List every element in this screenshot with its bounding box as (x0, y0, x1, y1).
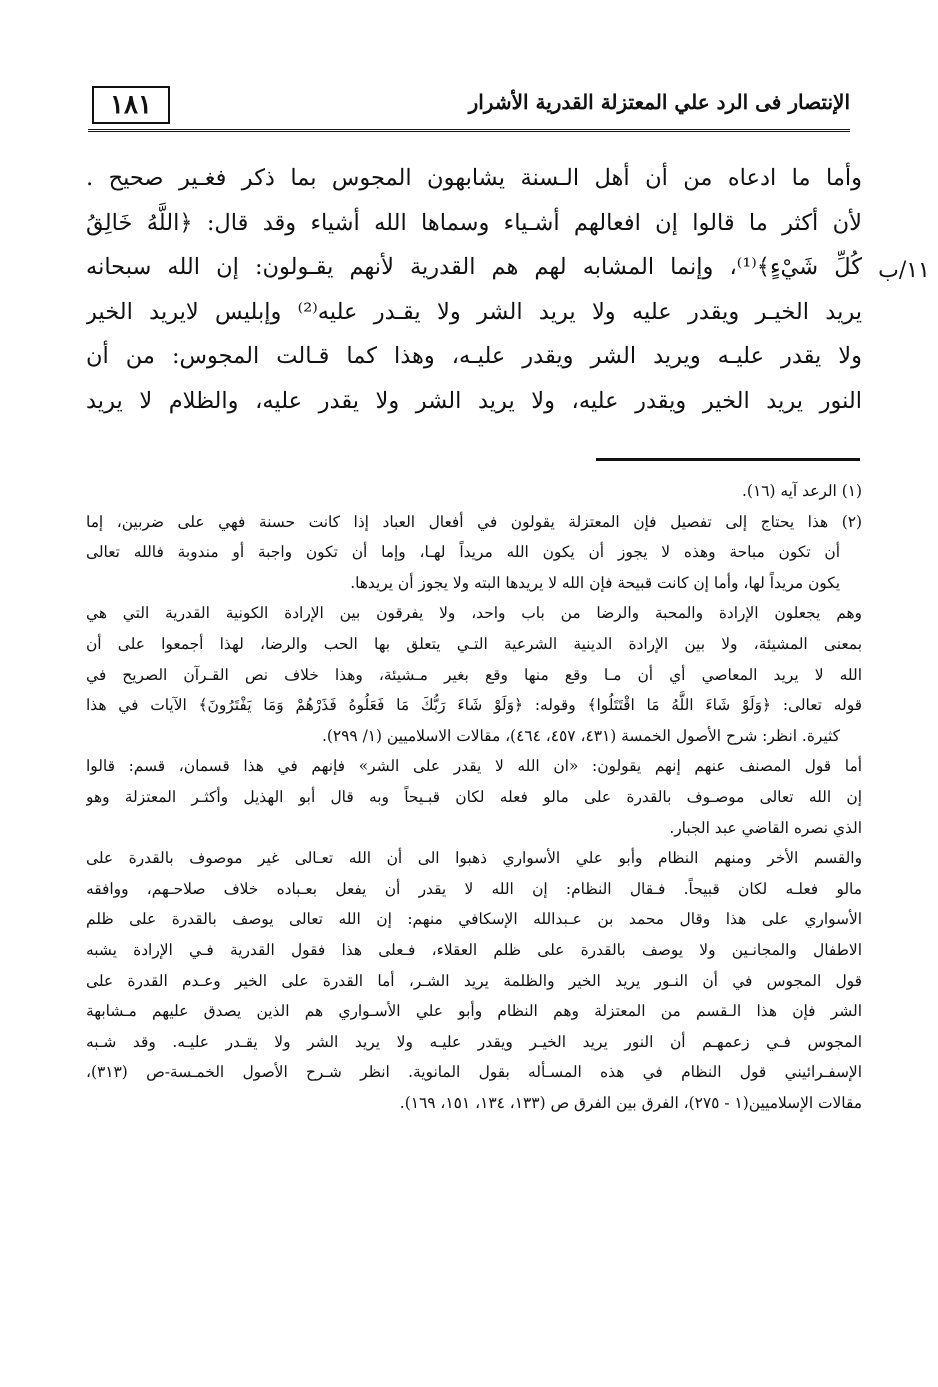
footnote-2-line: بمعنى المشيئة، ولا بين الإرادة الدينية الشرعية التـي يتعلق بها الحب والرضا، لهذا أجمعوا على أن (86, 634, 862, 653)
footnote-2-line: الأسواري على هذا وقال محمد بن عـبدالله الإسكافي منهم: إن الله تعالى يوصف بالقدرة على ظلم (86, 910, 862, 929)
main-line: النور يريد الخير ويقدر عليه، ولا يريد الشر ولا يقدر عليه، والظلام لا يريد (86, 387, 862, 414)
footnote-2-line: أن تكون مباحة وهذه لا يجوز أن يكون الله مريداً لهـا، وإما أن تكون واجبة أو مندوبة فالله تعالى (86, 543, 840, 562)
footnote-2-line: الاطفال والمجانـين ولا يوصف بالقدرة على ظلم العقلاء، فـعلى هذا فقول القدرية فـي الإرادة يشبه (86, 940, 862, 959)
footnotes (86, 476, 862, 1118)
footnote-2-line: الذي نصره القاضي عبد الجبار. (669, 818, 862, 837)
footnote-2-line: أما قول المصنف عنهم إنهم يقولون: «ان الله لا يقدر على الشر» فإنهم في هذا قسمان، قسم: قالوا (86, 757, 862, 776)
footnote-2-line: يكون مريداً لها، وأما إن كانت قبيحة فإن الله لا يريدها البته ولا يجوز أن يريدها. (350, 573, 840, 592)
footnote-2-line: مقالات الإسلاميين(١ - ٢٧٥)، الفرق بين الفرق ص (١٣٣، ١٣٤، ١٥١، ١٦٩). (399, 1093, 862, 1112)
page-number: ١٨١ (92, 86, 170, 124)
running-title: الإنتصار فى الرد علي المعتزلة القدرية الأشرار (468, 90, 850, 114)
header-rule (88, 129, 850, 132)
footnote-2-line: المجوس فـي زعمهـم أن النور يريد الخيـر ويقدر عليـه ولا يريد الشر ولا يقـدر عليـه. وقد شـبه (86, 1032, 862, 1051)
main-text (86, 156, 862, 424)
footnote-2-line: وهم يجعلون الإرادة والمحبة والرضا من باب واحد، ولا يفرقون بين الإرادة الكونية القدرية التي هي (86, 604, 862, 623)
footnote-2-line: (٢) هذا يحتاج إلى تفصيل فإن المعتزلة يقولون في أفعال العباد إذا كانت حسنة فهي على ضربين، إما (86, 512, 862, 531)
footnote-2-line: والقسم الأخر ومنهم النظام وأبو علي الأسواري ذهبوا الى أن الله تعـالى غير موصوف بالقدرة على (86, 849, 862, 868)
main-line: وأما ما ادعاه من أن أهل الـسنة يشابهون المجوس بما ذكر فغـير صحيح . (86, 165, 862, 191)
footnote-2-line: قول المجوس في أن النـور يريد الخير والظلمة يريد الشـر، أما القدرة على الخير وعـدم القدرة على (86, 971, 862, 990)
main-line: ولا يقدر عليـه ويريد الشر ويقدر عليـه، وهذا كما قـالت المجوس: من أن (86, 343, 862, 370)
page-header (88, 78, 850, 132)
footnote-2-line: الإسفـرائيني قول النظام في هذه المسـأله بقول المانوية. انظر شـرح الأصول الخمـسة-ص (٣١٣)، (86, 1063, 862, 1082)
margin-folio-note: ١١/ب (878, 258, 930, 283)
main-line: لأن أكثر ما قالوا إن افعالهم أشـياء وسماها الله أشياء وقد قال: ﴿اللَّهُ خَالِقُ (86, 209, 862, 236)
footnote-separator (596, 458, 860, 461)
footnote-2-line: كثيرة. انظر: شرح الأصول الخمسة (٤٣١، ٤٥٧، ٤٦٤)، مقالات الاسلاميين (١/ ٢٩٩). (321, 726, 840, 745)
footnote-1: (١) الرعد آيه (١٦). (742, 482, 862, 500)
footnote-2-line: مالو فعلـه لكان قبيحاً. فـقال النظام: إن الله لا يقدر أن يفعل بعـباده خلاف صلاحـهم، ووافقه (86, 879, 862, 898)
footnote-2-line: إن الله تعالى موصـوف بالقدرة على مالو فعله لكان قبـيحاً وبه قال أبو الهذيل وأكثـر المعتزلة وهو (86, 787, 862, 806)
main-line: كُلِّ شَيْءٍ﴾⁽¹⁾، وإنما المشابه لهم هم القدرية لأنهم يقـولون: إن الله سبحانه (86, 254, 862, 281)
main-line: يريد الخيـر ويقدر عليه ولا يريد الشر ولا يقـدر عليه⁽²⁾ وإبليس لايريد الخير (86, 298, 862, 325)
footnote-2-line: الله لا يريد المعاصي أي أن مـا وقع منها وقع بغير مـشيئة، وهذا خلاف نص القـرآن الصريح في (86, 665, 862, 684)
footnote-2-line: الشر فإن هذا الـقسم من المعتزلة وهم النظام وأبو علي الأسـواري هم الذين يصدق عليهم مـشابهة (86, 1002, 862, 1021)
footnote-2-line: قوله تعالى: ﴿وَلَوْ شَاءَ اللَّهُ مَا اقْتَتَلُوا﴾ وقوله: ﴿وَلَوْ شَاءَ رَبُّكَ مَا فَعَلُوهُ فَذَرْهُمْ وَمَا يَفْتَرُونَ﴾ الآيات في هذا (86, 696, 862, 715)
